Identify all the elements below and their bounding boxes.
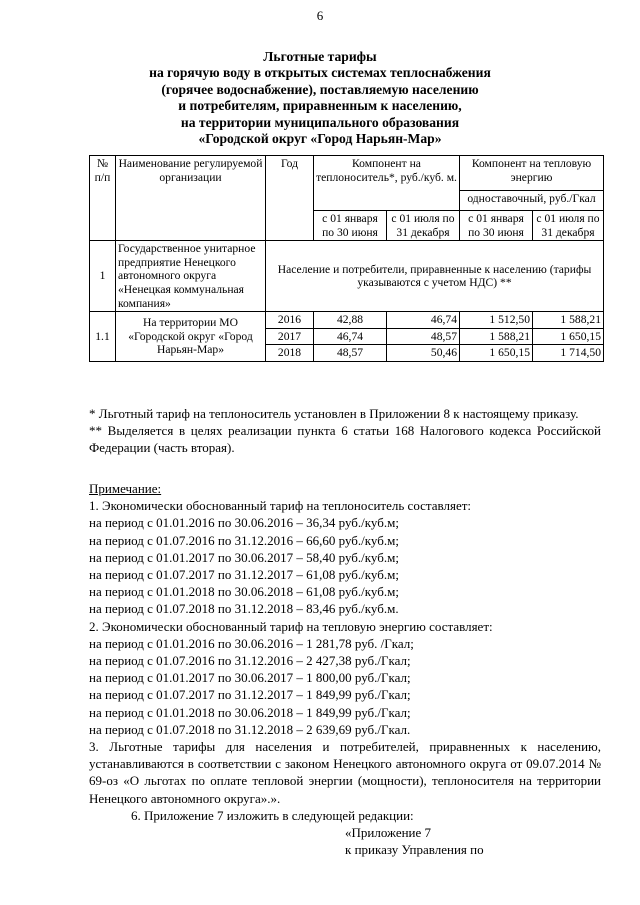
energy-h1-value: 1 588,21 — [460, 328, 533, 345]
consumer-category: Население и потребители, приравненные к населению (тарифы указываются с учетом НДС) ** — [266, 241, 604, 312]
note-1-heading: 1. Экономически обоснованный тариф на теплоноситель составляет: — [89, 498, 472, 514]
note-1-line: на период с 01.01.2018 по 30.06.2018 – 61,08 руб./куб.м; — [89, 584, 399, 600]
document-title — [0, 49, 640, 147]
organization-name: Государственное унитарное предприятие Ненецкого автономного округа «Ненецкая коммунальная компания» — [116, 241, 266, 312]
title-line: и потребителям, приравненным к населению, — [178, 98, 462, 114]
header-period-1: с 01 января по 30 июня — [460, 211, 533, 241]
header-energy: Компонент на тепловую энергию — [460, 156, 604, 191]
energy-h2-value: 1 714,50 — [533, 345, 604, 362]
title-line: (горячее водоснабжение), поставляемую населению — [161, 81, 479, 97]
territory-name: На территории МО «Городской округ «Город Нарьян-Мар» — [116, 312, 266, 362]
carrier-h2-value: 50,46 — [387, 345, 460, 362]
tariff-table — [89, 155, 604, 362]
notes-section — [89, 480, 603, 858]
note-2-line: на период с 01.01.2016 по 30.06.2016 – 1 281,78 руб. /Гкал; — [89, 635, 414, 651]
item-6: 6. Приложение 7 изложить в следующей редакции: — [131, 807, 414, 823]
year-cell: 2017 — [266, 328, 314, 345]
title-line: на горячую воду в открытых системах теплоснабжения — [149, 65, 491, 81]
carrier-h2-value: 48,57 — [387, 328, 460, 345]
footnote-star: * Льготный тариф на теплоноситель установлен в Приложении 8 к настоящему приказу. — [89, 406, 579, 421]
note-1-line: на период с 01.01.2017 по 30.06.2017 – 58,40 руб./куб.м; — [89, 549, 399, 565]
row-number: 1.1 — [90, 312, 116, 362]
header-period-2: с 01 июля по 31 декабря — [387, 211, 460, 241]
note-2-line: на период с 01.07.2018 по 31.12.2018 – 2 639,69 руб./Гкал. — [89, 721, 411, 737]
carrier-h1-value: 48,57 — [314, 345, 387, 362]
carrier-h1-value: 46,74 — [314, 328, 387, 345]
energy-h1-value: 1 650,15 — [460, 345, 533, 362]
note-1-line: на период с 01.07.2016 по 31.12.2016 – 66,60 руб./куб.м; — [89, 532, 399, 548]
footnotes — [89, 405, 601, 457]
header-year: Год — [266, 156, 314, 241]
header-number: № п/п — [90, 156, 116, 241]
note-title: Примечание: — [89, 481, 162, 496]
title-line: Льготные тарифы — [263, 49, 377, 64]
note-1-line: на период с 01.01.2016 по 30.06.2016 – 36,34 руб./куб.м; — [89, 515, 399, 531]
energy-h2-value: 1 588,21 — [533, 312, 604, 329]
row-number: 1 — [90, 241, 116, 312]
header-period-1: с 01 января по 30 июня — [314, 211, 387, 241]
note-1-line: на период с 01.07.2017 по 31.12.2017 – 61,08 руб./куб.м; — [89, 567, 399, 583]
header-energy-sub: одноставочный, руб./Гкал — [460, 191, 604, 211]
energy-h1-value: 1 512,50 — [460, 312, 533, 329]
carrier-h1-value: 42,88 — [314, 312, 387, 329]
note-2-heading: 2. Экономически обоснованный тариф на тепловую энергию составляет: — [89, 618, 493, 634]
appendix-line: к приказу Управления по — [345, 842, 484, 858]
note-2-line: на период с 01.01.2018 по 30.06.2018 – 1 849,99 руб./Гкал; — [89, 704, 411, 720]
header-organization: Наименование регулируемой организации — [116, 156, 266, 241]
header-carrier: Компонент на теплоноситель*, руб./куб. м. — [314, 156, 460, 211]
note-1-line: на период с 01.07.2018 по 31.12.2018 – 83,46 руб./куб.м. — [89, 601, 399, 617]
footnote-double-star: ** Выделяется в целях реализации пункта 6 статьи 168 Налогового кодекса Российской Федерации (часть вторая). — [89, 423, 601, 456]
carrier-h2-value: 46,74 — [387, 312, 460, 329]
year-cell: 2016 — [266, 312, 314, 329]
note-2-line: на период с 01.07.2016 по 31.12.2016 – 2 427,38 руб./Гкал; — [89, 653, 411, 669]
note-2-line: на период с 01.01.2017 по 30.06.2017 – 1 800,00 руб./Гкал; — [89, 670, 411, 686]
energy-h2-value: 1 650,15 — [533, 328, 604, 345]
note-3: 3. Льготные тарифы для населения и потребителей, приравненных к населению, устанавливаются в соответствии с законом Ненецкого автономного округа от 09.07.2014 № 69-оз «О льготах по оплате тепловой энергии (мощности), теплоносителя на территории Ненецкого автономного округа».». — [89, 739, 601, 806]
title-line: «Городской округ «Город Нарьян-Мар» — [198, 131, 442, 147]
year-cell: 2018 — [266, 345, 314, 362]
appendix-line: «Приложение 7 — [345, 825, 432, 841]
page-number: 6 — [316, 8, 324, 23]
header-period-2: с 01 июля по 31 декабря — [533, 211, 604, 241]
title-line: на территории муниципального образования — [180, 114, 460, 130]
note-2-line: на период с 01.07.2017 по 31.12.2017 – 1 849,99 руб./Гкал; — [89, 687, 411, 703]
